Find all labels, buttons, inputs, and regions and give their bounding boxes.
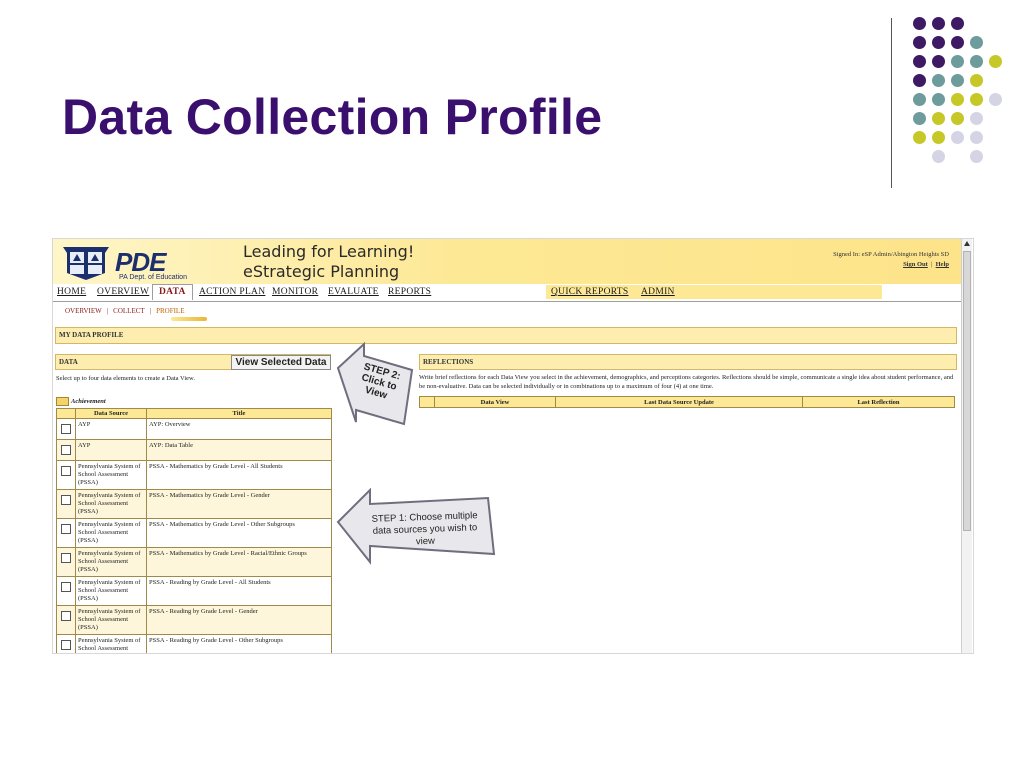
table-row <box>57 548 332 577</box>
tagline-line-1: Leading for Learning! <box>243 242 415 261</box>
decorative-dot <box>913 17 926 30</box>
decorative-dot <box>970 55 983 68</box>
row-checkbox[interactable] <box>61 445 71 455</box>
reflections-table <box>419 396 955 408</box>
quick-nav-bar <box>546 285 882 299</box>
decorative-dot <box>932 112 945 125</box>
row-checkbox[interactable] <box>61 424 71 434</box>
my-data-profile-bar: MY DATA PROFILE <box>55 327 957 344</box>
table-row <box>57 577 332 606</box>
pde-logo-text: PDE <box>115 247 166 277</box>
decorative-dot <box>932 55 945 68</box>
data-source-table <box>56 408 332 654</box>
table-row <box>57 440 332 461</box>
title-cell: AYP: Data Table <box>147 440 332 461</box>
checkbox-cell <box>57 490 76 519</box>
subnav-overview[interactable]: OVERVIEW <box>65 307 102 315</box>
subnav-separator: | <box>149 307 152 315</box>
table-row <box>57 490 332 519</box>
checkbox-cell <box>57 577 76 606</box>
decorative-dot <box>951 74 964 87</box>
checkbox-cell <box>57 440 76 461</box>
row-checkbox[interactable] <box>61 466 71 476</box>
row-checkbox[interactable] <box>61 524 71 534</box>
decorative-dot <box>932 17 945 30</box>
decorative-dot <box>970 74 983 87</box>
decorative-dot <box>951 93 964 106</box>
data-source-cell: Pennsylvania System of School Assessment (PSSA) <box>76 490 147 519</box>
table-row <box>57 461 332 490</box>
decorative-dot <box>932 74 945 87</box>
row-checkbox[interactable] <box>61 611 71 621</box>
decorative-dot <box>932 150 945 163</box>
achievement-category[interactable] <box>56 397 106 406</box>
decorative-dot <box>951 17 964 30</box>
tab-quick-reports[interactable]: QUICK REPORTS <box>551 287 629 297</box>
tab-monitor[interactable]: MONITOR <box>272 287 319 297</box>
title-cell: PSSA - Mathematics by Grade Level - Other Subgroups <box>147 519 332 548</box>
decorative-dot <box>970 131 983 144</box>
decorative-dot <box>970 36 983 49</box>
subnav-collect[interactable]: COLLECT <box>113 307 145 315</box>
keystone-logo-icon <box>59 243 113 281</box>
decorative-dot <box>932 93 945 106</box>
decorative-dot <box>970 93 983 106</box>
title-cell: PSSA - Mathematics by Grade Level - Racial/Ethnic Groups <box>147 548 332 577</box>
signed-in-text: Signed In: eSP Admin/Abington Heights SD <box>833 251 949 258</box>
tab-evaluate[interactable]: EVALUATE <box>328 287 379 297</box>
row-checkbox[interactable] <box>61 553 71 563</box>
table-row <box>57 419 332 440</box>
checkbox-cell <box>57 548 76 577</box>
decorative-dot <box>913 36 926 49</box>
data-instruction: Select up to four data elements to create a Data View. <box>56 375 195 382</box>
row-checkbox[interactable] <box>61 640 71 650</box>
decorative-dot <box>913 55 926 68</box>
column-header-last-reflection: Last Reflection <box>803 397 955 408</box>
checkbox-cell <box>57 419 76 440</box>
checkbox-cell <box>57 635 76 655</box>
column-header-data-view: Data View <box>435 397 556 408</box>
vertical-scrollbar[interactable] <box>961 239 972 653</box>
sub-nav <box>65 307 184 315</box>
table-row <box>57 519 332 548</box>
slide-title: Data Collection Profile <box>62 89 603 145</box>
active-swoosh <box>171 317 207 321</box>
reflections-header-row <box>420 397 955 408</box>
decorative-dot <box>951 36 964 49</box>
checkbox-cell <box>57 519 76 548</box>
decorative-dot <box>951 131 964 144</box>
scroll-up-arrow-icon[interactable] <box>963 240 971 248</box>
decorative-dot <box>913 93 926 106</box>
column-header-data-source: Data Source <box>76 409 147 419</box>
achievement-label: Achievement <box>71 397 106 405</box>
app-tagline <box>243 242 414 282</box>
decorative-dot <box>989 93 1002 106</box>
decorative-dot <box>913 131 926 144</box>
title-cell: AYP: Overview <box>147 419 332 440</box>
tab-data[interactable]: DATA <box>152 284 193 300</box>
table-header-row <box>57 409 332 419</box>
sign-out-link[interactable]: Sign Out <box>903 261 928 268</box>
account-links: Sign Out | Help <box>903 261 949 268</box>
decorative-dot-grid <box>0 0 1024 200</box>
decorative-dot <box>913 112 926 125</box>
decorative-dot <box>970 112 983 125</box>
row-checkbox[interactable] <box>61 495 71 505</box>
data-source-cell: Pennsylvania System of School Assessment <box>76 635 147 655</box>
tab-reports[interactable]: REPORTS <box>388 287 432 297</box>
data-panel-header: DATA <box>55 354 331 370</box>
tab-home[interactable]: HOME <box>57 287 87 297</box>
title-cell: PSSA - Reading by Grade Level - Other Subgroups <box>147 635 332 655</box>
decorative-dot <box>913 74 926 87</box>
decorative-dot <box>951 55 964 68</box>
subnav-separator: | <box>106 307 109 315</box>
decorative-dot <box>951 112 964 125</box>
tagline-line-2: eStrategic Planning <box>243 262 400 281</box>
tab-admin[interactable]: ADMIN <box>641 287 675 297</box>
title-cell: PSSA - Mathematics by Grade Level - Gender <box>147 490 332 519</box>
decorative-dot <box>989 55 1002 68</box>
signed-in-info <box>833 251 949 268</box>
row-checkbox[interactable] <box>61 582 71 592</box>
pde-logo-subtitle: PA Dept. of Education <box>119 274 187 281</box>
main-nav <box>53 285 961 302</box>
table-row <box>57 635 332 655</box>
tab-overview[interactable]: OVERVIEW <box>97 287 150 297</box>
data-source-cell: Pennsylvania System of School Assessment (PSSA) <box>76 606 147 635</box>
subnav-profile[interactable]: PROFILE <box>156 307 185 315</box>
checkbox-cell <box>57 461 76 490</box>
reflections-instruction: Write brief reflections for each Data View you select in the achievement, demographics, and perceptions categories. Reflections should be simple, communicate a single idea about student performance, and be non-evaluative. Data can be selected individually or in combinations up to a maximum of four (4) at one time. <box>419 374 954 390</box>
data-source-cell: Pennsylvania System of School Assessment (PSSA) <box>76 519 147 548</box>
column-header-last-update: Last Data Source Update <box>556 397 803 408</box>
reflections-header: REFLECTIONS <box>419 354 957 370</box>
app-screenshot <box>52 238 974 654</box>
checkbox-column-header <box>57 409 76 419</box>
title-cell: PSSA - Reading by Grade Level - Gender <box>147 606 332 635</box>
column-header-title: Title <box>147 409 332 419</box>
help-link[interactable]: Help <box>935 261 949 268</box>
checkbox-cell <box>57 606 76 635</box>
step2-callout-text: STEP 2: Click to View <box>360 361 402 402</box>
data-source-cell: Pennsylvania System of School Assessment (PSSA) <box>76 577 147 606</box>
step1-callout-text: STEP 1: Choose multiple data sources you wish to view <box>371 510 478 548</box>
data-source-cell: AYP <box>76 419 147 440</box>
title-cell: PSSA - Reading by Grade Level - All Students <box>147 577 332 606</box>
decorative-dot <box>932 36 945 49</box>
table-row <box>57 606 332 635</box>
view-selected-data-button[interactable]: View Selected Data <box>231 355 331 370</box>
data-source-cell: AYP <box>76 440 147 461</box>
data-source-cell: Pennsylvania System of School Assessment (PSSA) <box>76 548 147 577</box>
decorative-dot <box>970 150 983 163</box>
data-source-cell: Pennsylvania System of School Assessment (PSSA) <box>76 461 147 490</box>
folder-icon <box>56 397 69 406</box>
scrollbar-thumb[interactable] <box>963 251 971 531</box>
reflections-blank-header <box>420 397 435 408</box>
app-banner <box>53 239 961 284</box>
tab-action-plan[interactable]: ACTION PLAN <box>199 287 266 297</box>
title-cell: PSSA - Mathematics by Grade Level - All Students <box>147 461 332 490</box>
decorative-dot <box>932 131 945 144</box>
